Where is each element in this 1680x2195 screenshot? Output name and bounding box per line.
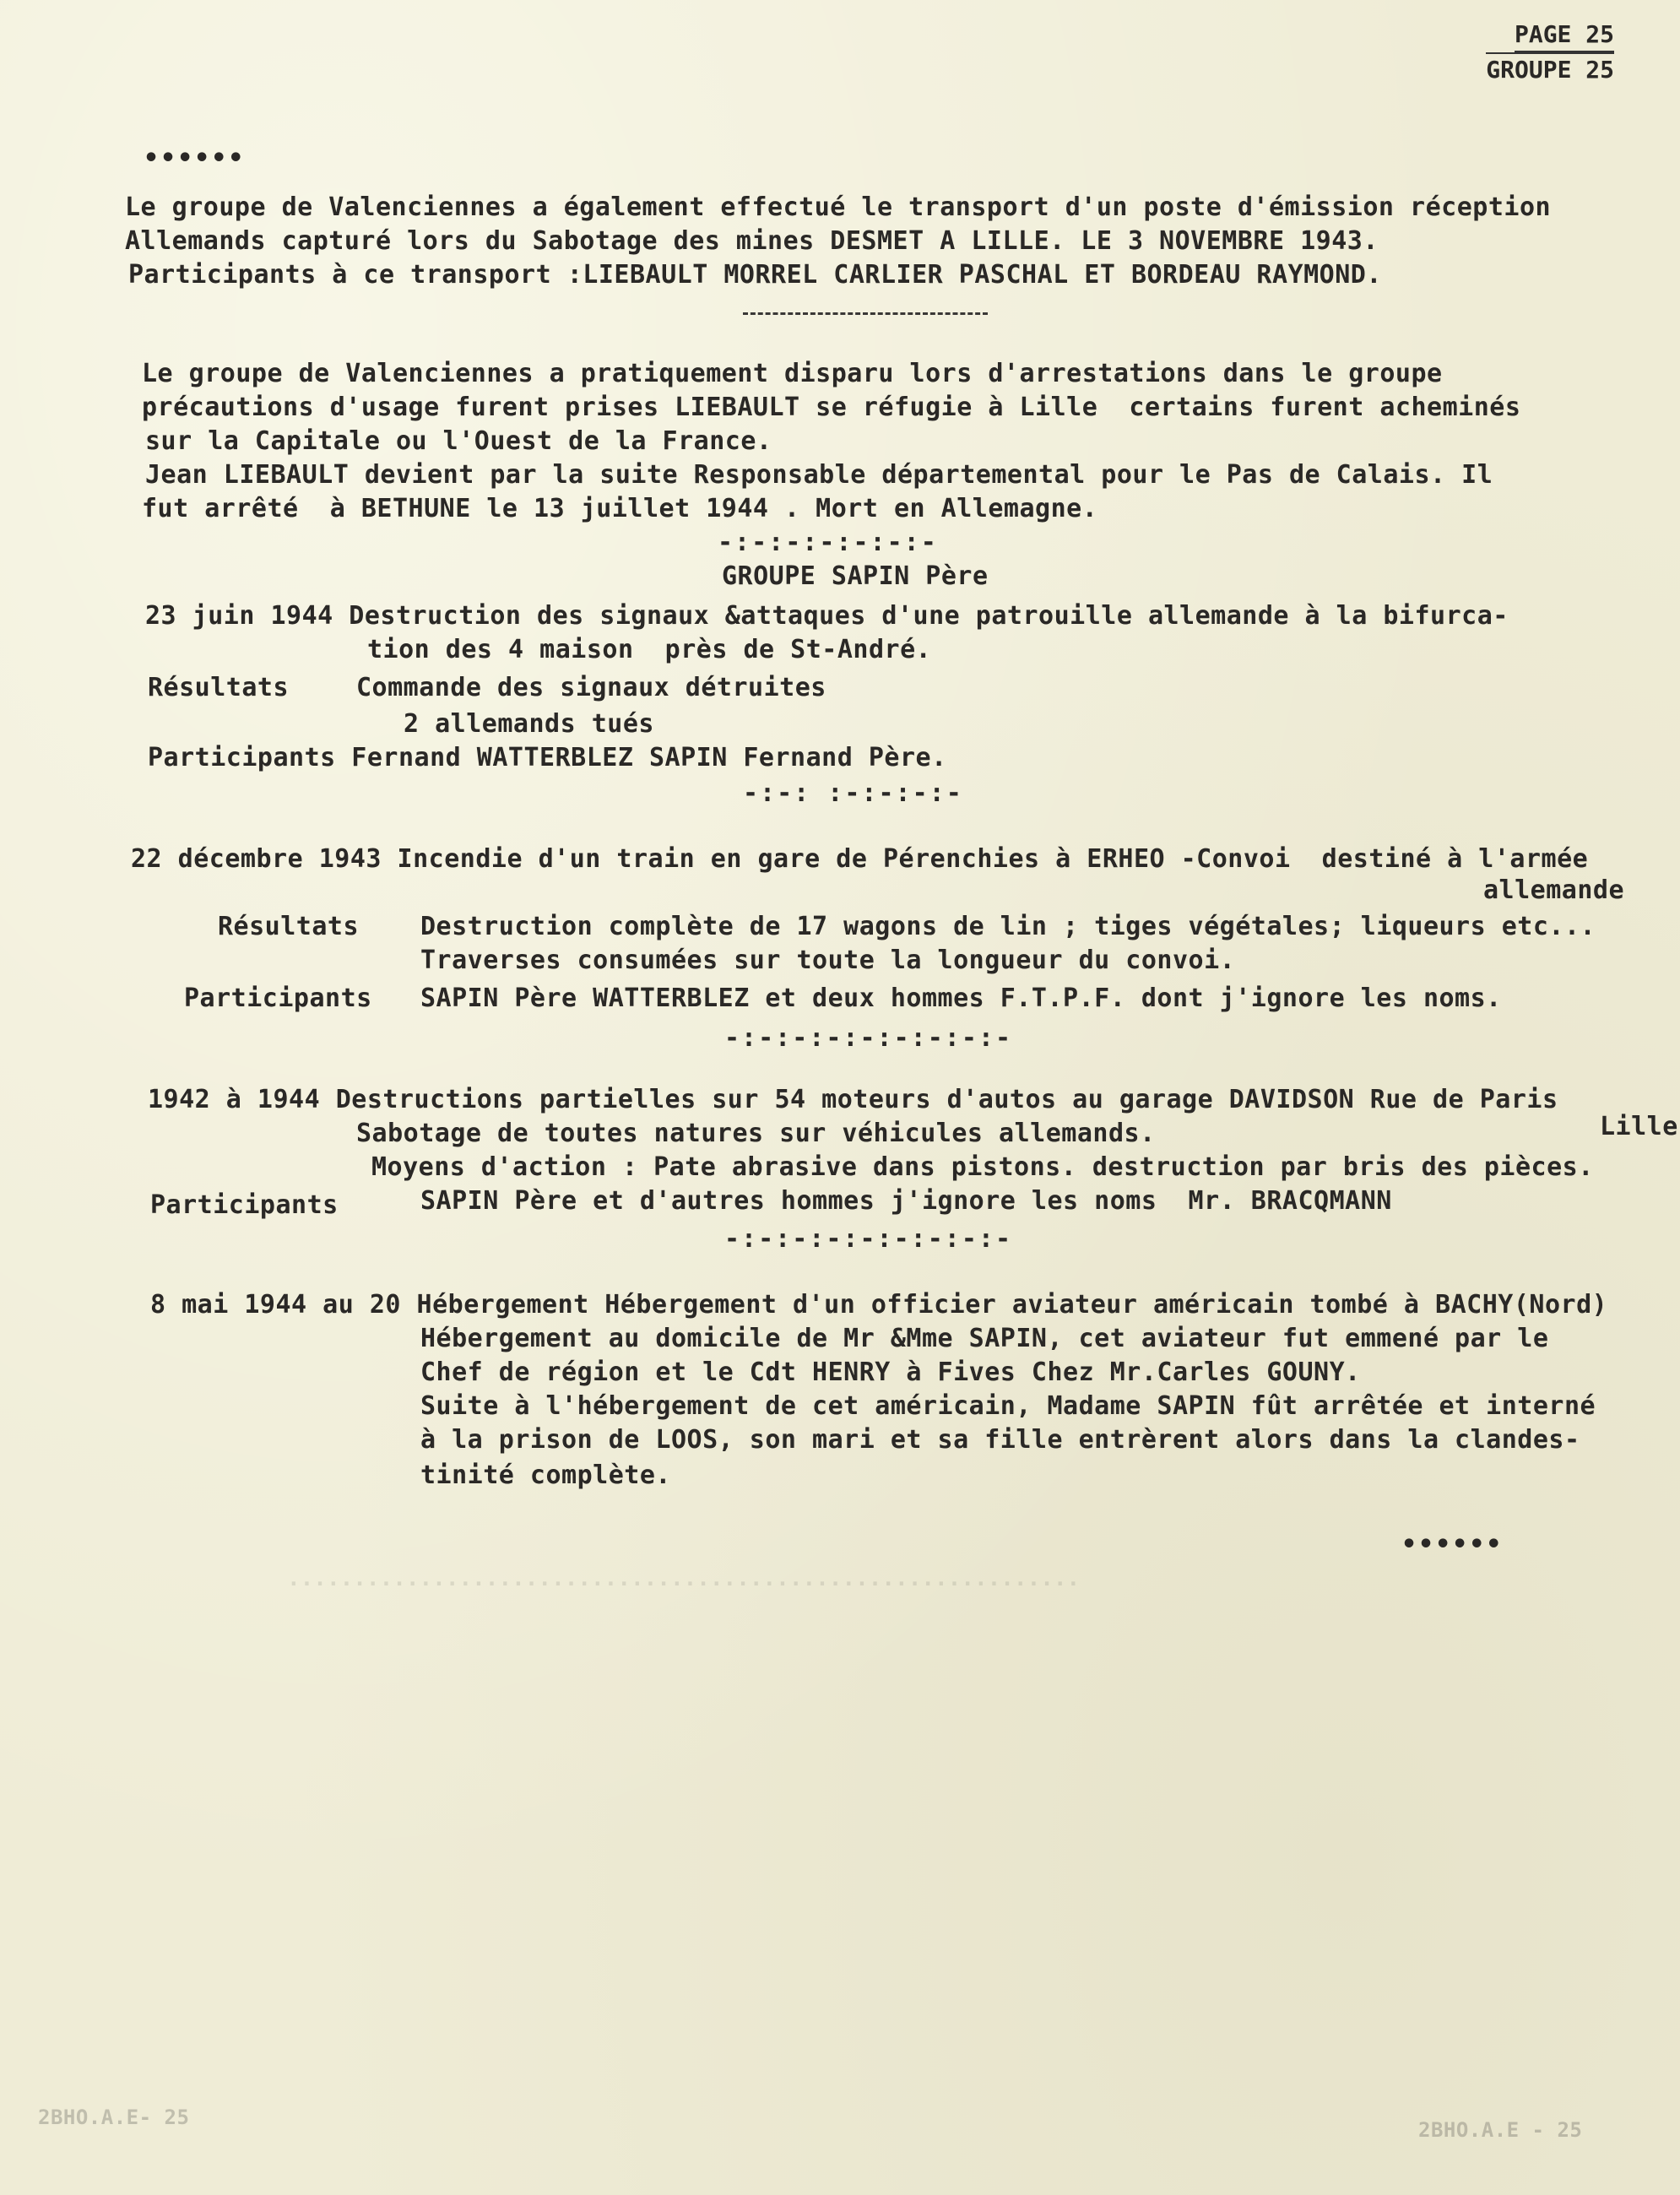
event2-results-label: Résultats (218, 912, 360, 941)
event3-lille: Lille (1600, 1112, 1678, 1141)
event4-line-5: à la prison de LOOS, son mari et sa fille entrèrent alors dans la clandes- (420, 1425, 1580, 1455)
event4-line-2: Hébergement au domicile de Mr &Mme SAPIN, cet aviateur fut emmené par le (420, 1324, 1549, 1353)
event4-line-4: Suite à l'hébergement de cet américain, Madame SAPIN fût arrêtée et interné (420, 1391, 1596, 1421)
page-header (1486, 19, 1614, 86)
intro-line-3: Participants à ce transport :LIEBAULT MORREL CARLIER PASCHAL ET BORDEAU RAYMOND. (128, 260, 1382, 290)
event4-line-6: tinité complète. (420, 1461, 671, 1490)
intro-underline (743, 312, 988, 315)
event1-results-2: 2 allemands tués (404, 709, 654, 739)
dots-top: •••••• (144, 144, 246, 173)
sapin-group-title: GROUPE SAPIN Père (722, 561, 989, 591)
event1-line-1: 23 juin 1944 Destruction des signaux &attaques d'une patrouille allemande à la bifurca- (145, 601, 1509, 631)
event2-results-2: Traverses consumées sur toute la longueur du convoi. (420, 946, 1236, 975)
event3-line-1: 1942 à 1944 Destructions partielles sur 54 moteurs d'autos au garage DAVIDSON Rue de Paris (148, 1085, 1558, 1114)
dots-bottom: •••••• (1401, 1530, 1504, 1559)
section-separator-1: -:-:-:-:-:-:- (718, 528, 938, 557)
section-separator-2: -:-: :-:-:-:- (743, 778, 963, 808)
event1-results-1: Commande des signaux détruites (356, 673, 826, 702)
section2-line-1: Le groupe de Valenciennes a pratiquement disparu lors d'arrestations dans le groupe (142, 359, 1443, 388)
event3-participants: SAPIN Père et d'autres hommes j'ignore les noms Mr. BRACQMANN (420, 1186, 1392, 1216)
event2-participants: SAPIN Père WATTERBLEZ et deux hommes F.T.P.F. dont j'ignore les noms. (420, 984, 1502, 1013)
event1-participants: Participants Fernand WATTERBLEZ SAPIN Fernand Père. (148, 743, 947, 772)
event4-line-1: 8 mai 1944 au 20 Hébergement Hébergement d'un officier aviateur américain tombé à BACHY(Nord) (150, 1290, 1608, 1320)
section-separator-4: -:-:-:-:-:-:-:-:- (724, 1224, 1013, 1254)
event1-results-label: Résultats (148, 673, 290, 702)
page-number: PAGE 25 (1515, 19, 1614, 52)
intro-line-1: Le groupe de Valenciennes a également effectué le transport d'un poste d'émission réception (125, 192, 1552, 222)
bleed-through-text: ............................................................ (287, 1566, 1081, 1591)
event2-line-2: allemande (1483, 875, 1625, 905)
event2-participants-label: Participants (184, 984, 372, 1013)
event1-line-2: tion des 4 maison près de St-André. (367, 635, 932, 664)
footer-right-mark: 2BHO.A.E - 25 (1418, 2118, 1583, 2142)
section2-line-3: sur la Capitale ou l'Ouest de la France. (145, 426, 772, 456)
intro-line-2: Allemands capturé lors du Sabotage des mines DESMET A LILLE. LE 3 NOVEMBRE 1943. (125, 226, 1379, 256)
event3-participants-label: Participants (150, 1190, 339, 1220)
section2-line-5: fut arrêté à BETHUNE le 13 juillet 1944 . Mort en Allemagne. (142, 494, 1098, 523)
group-number: GROUPE 25 (1486, 52, 1614, 86)
section-separator-3: -:-:-:-:-:-:-:-:- (724, 1023, 1013, 1053)
event4-line-3: Chef de région et le Cdt HENRY à Fives Chez Mr.Carles GOUNY. (420, 1358, 1361, 1387)
event2-line-1: 22 décembre 1943 Incendie d'un train en gare de Pérenchies à ERHEO -Convoi destiné à l'armée (131, 844, 1589, 874)
event3-line-3: Moyens d'action : Pate abrasive dans pistons. destruction par bris des pièces. (371, 1152, 1594, 1182)
event3-line-2: Sabotage de toutes natures sur véhicules allemands. (356, 1119, 1156, 1148)
section2-line-4: Jean LIEBAULT devient par la suite Responsable départemental pour le Pas de Calais. Il (145, 460, 1493, 490)
section2-line-2: précautions d'usage furent prises LIEBAULT se réfugie à Lille certains furent acheminés (142, 393, 1521, 422)
event2-results-1: Destruction complète de 17 wagons de lin ; tiges végétales; liqueurs etc... (420, 912, 1596, 941)
footer-left-mark: 2BHO.A.E- 25 (38, 2106, 190, 2129)
